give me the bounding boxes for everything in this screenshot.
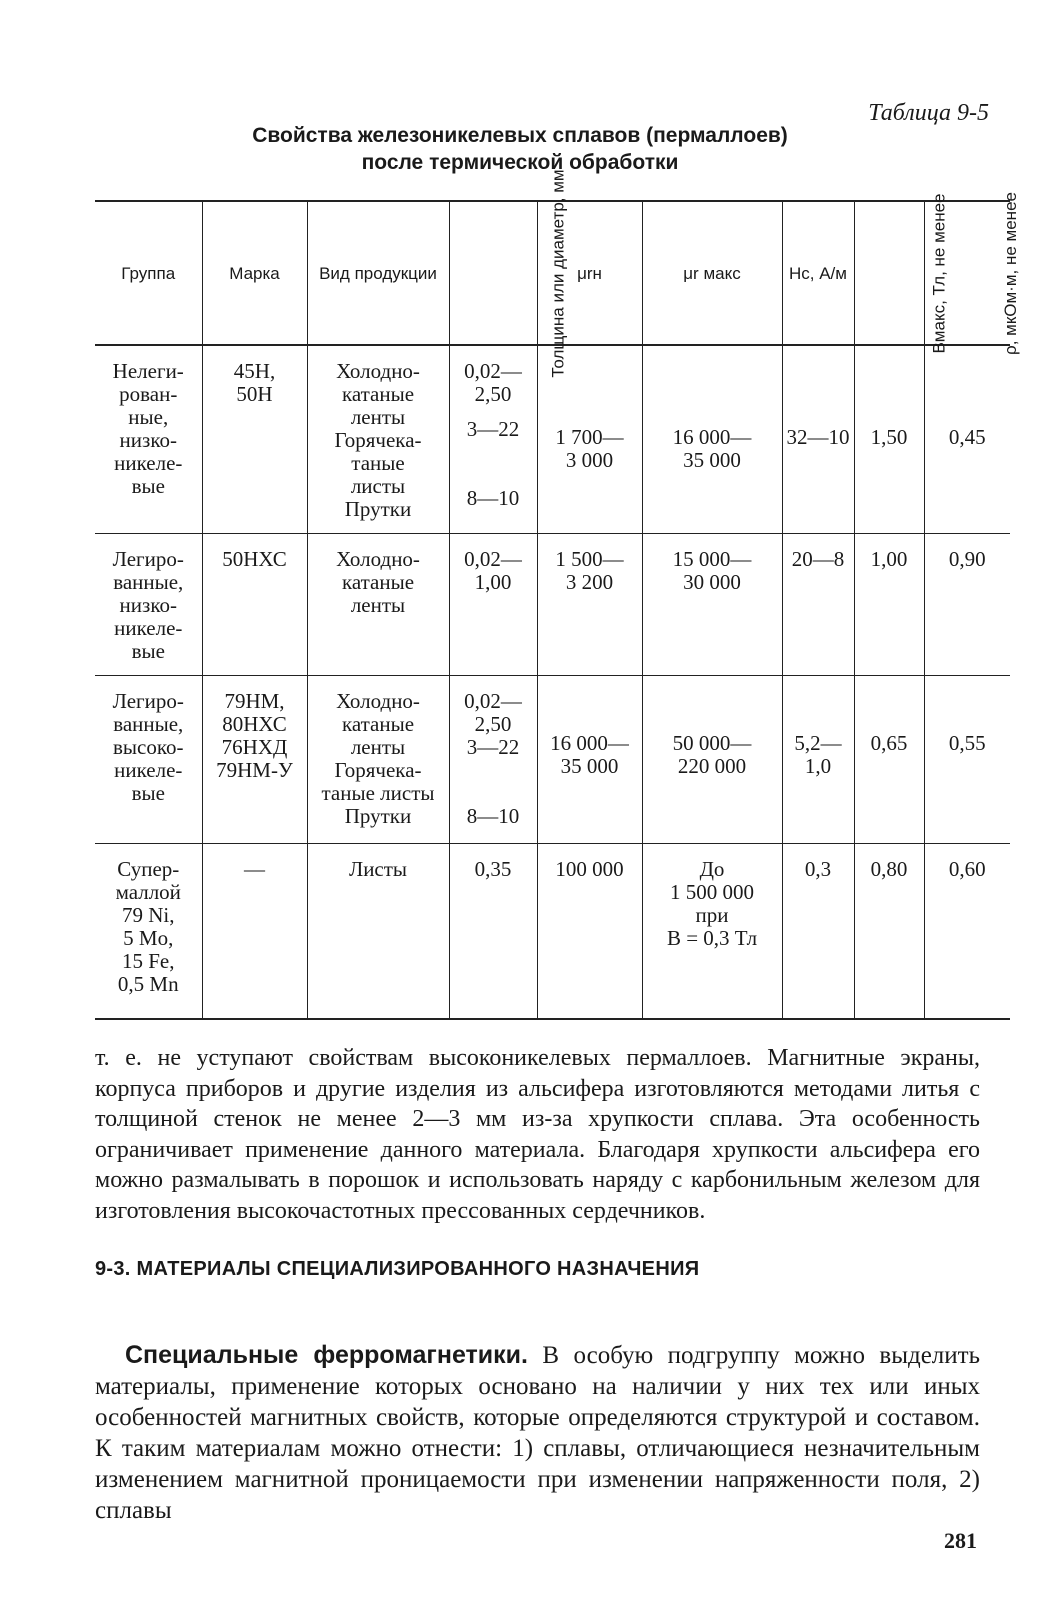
cell-mu-max: 15 000— 30 000 — [642, 533, 782, 675]
cell-mu-rn: 1 500— 3 200 — [537, 533, 642, 675]
cell-mark: — — [202, 843, 307, 1019]
cell-mark: 50НХС — [202, 533, 307, 675]
header-mu-rn: μrн — [537, 201, 642, 345]
cell-thickness: 0,02— 1,00 — [449, 533, 537, 675]
cell-mu-max: 16 000— 35 000 — [642, 345, 782, 533]
table-row — [95, 675, 1010, 843]
cell-hc: 5,2— 1,0 — [782, 675, 854, 843]
cell-group: Супер- маллой 79 Ni, 5 Mo, 15 Fe, 0,5 Mn — [95, 843, 202, 1019]
header-rho: ρ, мкОм·м, не менее — [924, 201, 1010, 345]
table-row — [95, 843, 1010, 1019]
cell-product: Холодно- катаные ленты — [307, 533, 449, 675]
cell-thickness: 0,02— 2,50 3—22 8—10 — [449, 345, 537, 533]
cell-mu-rn: 16 000— 35 000 — [537, 675, 642, 843]
header-bmax: Bмакс, Тл, не менее — [854, 201, 924, 345]
table-title-line2: после термической обработки — [361, 151, 679, 174]
table-row — [95, 533, 1010, 675]
cell-mu-max: 50 000— 220 000 — [642, 675, 782, 843]
cell-mark: 79НМ, 80НХС 76НХД 79НМ-У — [202, 675, 307, 843]
cell-group: Нелеги- рован- ные, низко- никеле- вые — [95, 345, 202, 533]
section-heading: 9-3. МАТЕРИАЛЫ СПЕЦИАЛИЗИРОВАННОГО НАЗНАЧЕНИЯ — [95, 1258, 700, 1280]
table-caption: Таблица 9-5 — [868, 100, 989, 126]
cell-mu-rn: 1 700— 3 000 — [537, 345, 642, 533]
table-title-line1: Свойства железоникелевых сплавов (пермаллоев) — [252, 124, 788, 147]
cell-group: Легиро- ванные, высоко- никеле- вые — [95, 675, 202, 843]
cell-product: Холодно- катаные ленты Горячека- таные листы Прутки — [307, 345, 449, 533]
cell-rho: 0,90 — [924, 533, 1010, 675]
cell-hc: 20—8 — [782, 533, 854, 675]
cell-bmax: 1,00 — [854, 533, 924, 675]
header-thickness: Толщина или диаметр, мм — [449, 201, 537, 345]
paragraph-2-text: В особую подгруппу можно выделить материалы, применение которых основано на наличии у них тех или иных особенностей магнитных свойств, которые определяются структурой и составом. К таким материалам можно отнести: 1) сплавы, отличающиеся незначительным изменением магнитной проницаемости при изменении напряженности поля, 2) сплавы — [95, 1342, 980, 1524]
table-header-row — [95, 201, 1010, 345]
cell-group: Легиро- ванные, низко- никеле- вые — [95, 533, 202, 675]
header-mu-max: μr макс — [642, 201, 782, 345]
cell-rho: 0,45 — [924, 345, 1010, 533]
cell-hc: 32—10 — [782, 345, 854, 533]
paragraph-2 — [95, 1340, 980, 1526]
page-number: 281 — [944, 1528, 977, 1553]
cell-bmax: 0,65 — [854, 675, 924, 843]
cell-mu-rn: 100 000 — [537, 843, 642, 1019]
permalloy-table — [95, 168, 1020, 1020]
cell-rho: 0,55 — [924, 675, 1010, 843]
cell-bmax: 1,50 — [854, 345, 924, 533]
header-mark: Марка — [202, 201, 307, 345]
table-title — [200, 122, 840, 176]
cell-thickness: 0,35 — [449, 843, 537, 1019]
cell-thickness: 0,02— 2,50 3—22 8—10 — [449, 675, 537, 843]
paragraph-2-lead: Специальные ферромагнетики. — [125, 1341, 528, 1369]
header-group: Группа — [95, 201, 202, 345]
cell-product: Холодно- катаные ленты Горячека- таные листы Прутки — [307, 675, 449, 843]
cell-mark: 45Н, 50Н — [202, 345, 307, 533]
cell-rho: 0,60 — [924, 843, 1010, 1019]
paragraph-1: т. е. не уступают свойствам высоконикелевых пермаллоев. Магнитные экраны, корпуса приборов и другие изделия из альсифера изготовляются методами литья с толщиной стенок не менее 2—3 мм из-за хрупкости сплава. Эта особенность ограничивает применение данного материала. Благодаря хрупкости альсифера его можно размалывать в порошок и использовать наряду с карбонильным железом для изготовления высокочастотных прессованных сердечников. — [95, 1045, 980, 1224]
cell-mu-max: До 1 500 000 при B = 0,3 Тл — [642, 843, 782, 1019]
cell-hc: 0,3 — [782, 843, 854, 1019]
cell-bmax: 0,80 — [854, 843, 924, 1019]
header-hc: Hc, А/м — [782, 201, 854, 345]
cell-product: Листы — [307, 843, 449, 1019]
header-product: Вид продукции — [307, 201, 449, 345]
